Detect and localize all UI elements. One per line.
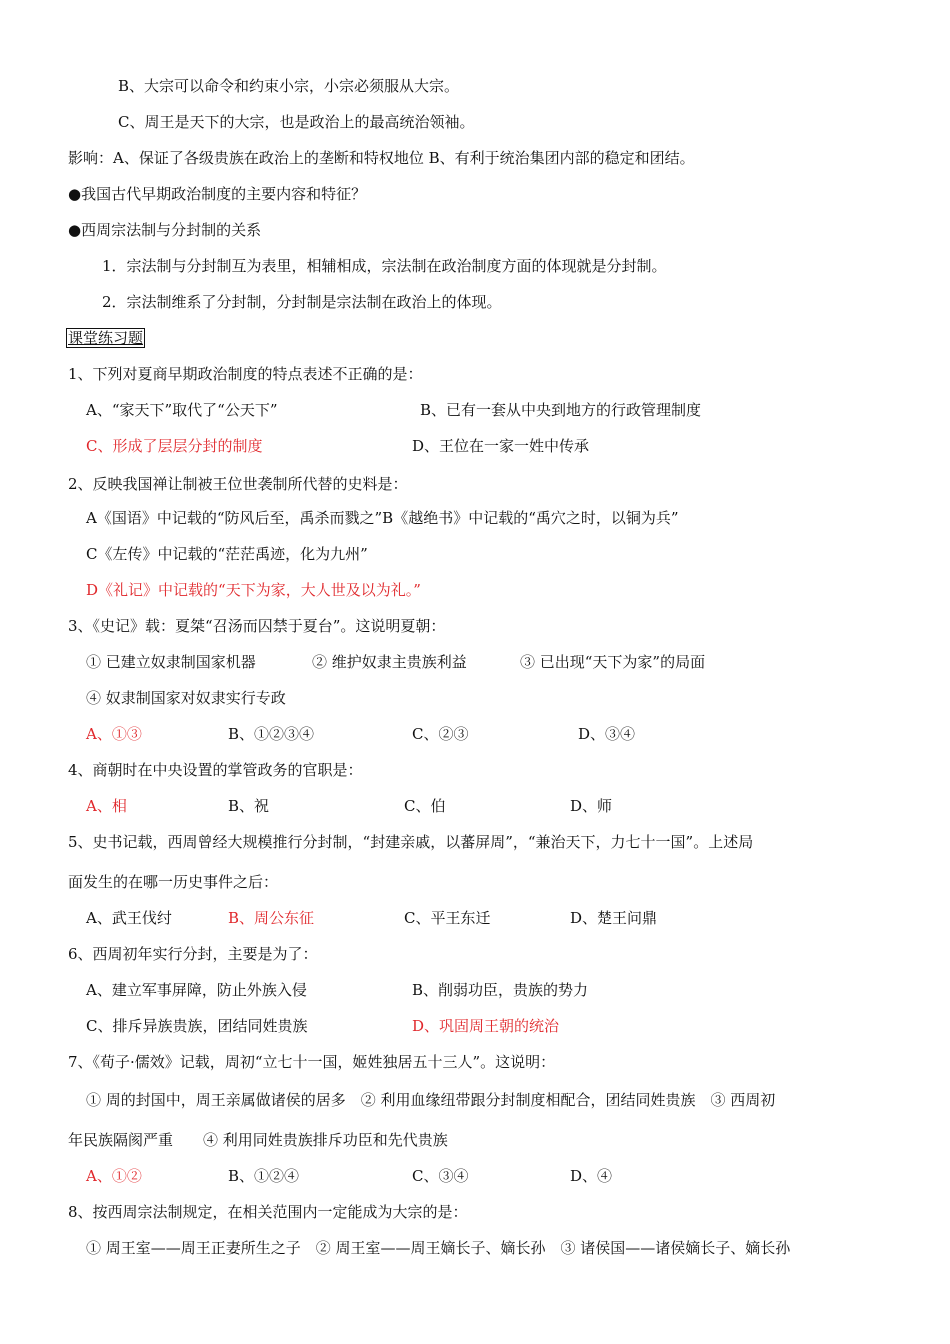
q1-option-a: A、“家天下”取代了“公天下” [86, 401, 278, 419]
q5-option-b-answer: B、周公东征 [228, 909, 315, 927]
q5-option-a: A、武王伐纣 [86, 909, 172, 927]
q3-option-d: D、③④ [578, 725, 636, 743]
q1-stem: 1、下列对夏商早期政治制度的特点表述不正确的是： [68, 365, 423, 383]
q3-item-2: ② 维护奴隶主贵族利益 [312, 653, 467, 671]
q3-option-c: C、②③ [412, 725, 469, 743]
relation-point-2: 2．宗法制维系了分封制，分封制是宗法制在政治上的体现。 [102, 293, 502, 311]
q7-option-c: C、③④ [412, 1167, 469, 1185]
q5-option-c: C、平王东迁 [404, 909, 491, 927]
q7-option-b: B、①②④ [228, 1167, 300, 1185]
q2-option-c: C《左传》中记载的“茫茫禹迹，化为九州” [86, 545, 368, 563]
q3-item-3: ③ 已出现“天下为家”的局面 [520, 653, 706, 671]
q7-option-a-answer: A、①② [86, 1167, 142, 1185]
q3-option-b: B、①②③④ [228, 725, 315, 743]
intro-b: B、大宗可以命令和约束小宗，小宗必须服从大宗。 [118, 77, 460, 95]
q2-option-ab: A《国语》中记载的“防风后至，禹杀而戮之”B《越绝书》中记载的“禹穴之时，以铜为兵” [86, 509, 679, 527]
q7-stem: 7、《荀子·儒效》记载，周初“立七十一国，姬姓独居五十三人”。这说明： [68, 1053, 556, 1071]
q6-option-c: C、排斥异族贵族，团结同姓贵族 [86, 1017, 308, 1035]
q1-option-c-answer: C、形成了层层分封的制度 [86, 437, 263, 455]
q4-option-a-answer: A、相 [86, 797, 127, 815]
intro-influence: 影响：A、保证了各级贵族在政治上的垄断和特权地位 B、有利于统治集团内部的稳定和团结。 [68, 149, 695, 167]
relation-point-1: 1．宗法制与分封制互为表里，相辅相成，宗法制在政治制度方面的体现就是分封制。 [102, 257, 667, 275]
q1-option-b: B、已有一套从中央到地方的行政管理制度 [420, 401, 702, 419]
q6-option-b: B、削弱功臣，贵族的势力 [412, 981, 589, 999]
q7-option-d: D、④ [570, 1167, 613, 1185]
q3-option-a-answer: A、①③ [86, 725, 142, 743]
q6-stem: 6、西周初年实行分封，主要是为了： [68, 945, 318, 963]
q5-stem-line-2: 面发生的在哪一历史事件之后： [68, 873, 279, 891]
q8-stem: 8、按西周宗法制规定，在相关范围内一定能成为大宗的是： [68, 1203, 468, 1221]
section-title-text: 课堂练习题 [68, 329, 144, 347]
q6-option-d-answer: D、巩固周王朝的统治 [412, 1017, 560, 1035]
intro-c: C、周王是天下的大宗，也是政治上的最高统治领袖。 [118, 113, 475, 131]
q7-items-line-2: 年民族隔阂严重 ④ 利用同姓贵族排斥功臣和先代贵族 [68, 1131, 448, 1149]
q8-items: ① 周王室——周王正妻所生之子 ② 周王室——周王嫡长子、嫡长孙 ③ 诸侯国——诸侯嫡长子、嫡长孙 [86, 1239, 791, 1257]
q5-stem-line-1: 5、史书记载，西周曾经大规模推行分封制，“封建亲戚，以蕃屏周”，“兼治天下，力七十一国”。上述局 [68, 833, 754, 851]
q5-option-d: D、楚王问鼎 [570, 909, 658, 927]
bullet-relation: ●西周宗法制与分封制的关系 [68, 221, 262, 239]
q4-stem: 4、商朝时在中央设置的掌管政务的官职是： [68, 761, 363, 779]
bullet-question: ●我国古代早期政治制度的主要内容和特征？ [68, 185, 367, 203]
q4-option-c: C、伯 [404, 797, 446, 815]
q3-item-1: ① 已建立奴隶制国家机器 [86, 653, 256, 671]
q2-option-d-answer: D《礼记》中记载的“天下为家，大人世及以为礼。” [86, 581, 421, 599]
q2-stem: 2、反映我国禅让制被王位世袭制所代替的史料是： [68, 475, 408, 493]
q1-option-d: D、王位在一家一姓中传承 [412, 437, 590, 455]
section-title [66, 328, 145, 348]
q4-option-d: D、师 [570, 797, 613, 815]
q3-stem: 3、《史记》载：夏桀“召汤而囚禁于夏台”。这说明夏朝： [68, 617, 446, 635]
q3-item-4: ④ 奴隶制国家对奴隶实行专政 [86, 689, 286, 707]
q6-option-a: A、建立军事屏障，防止外族入侵 [86, 981, 307, 999]
q4-option-b: B、祝 [228, 797, 270, 815]
q7-items-line-1: ① 周的封国中，周王亲属做诸侯的居多 ② 利用血缘纽带跟分封制度相配合，团结同姓贵族 ③ 西周初 [86, 1091, 776, 1109]
